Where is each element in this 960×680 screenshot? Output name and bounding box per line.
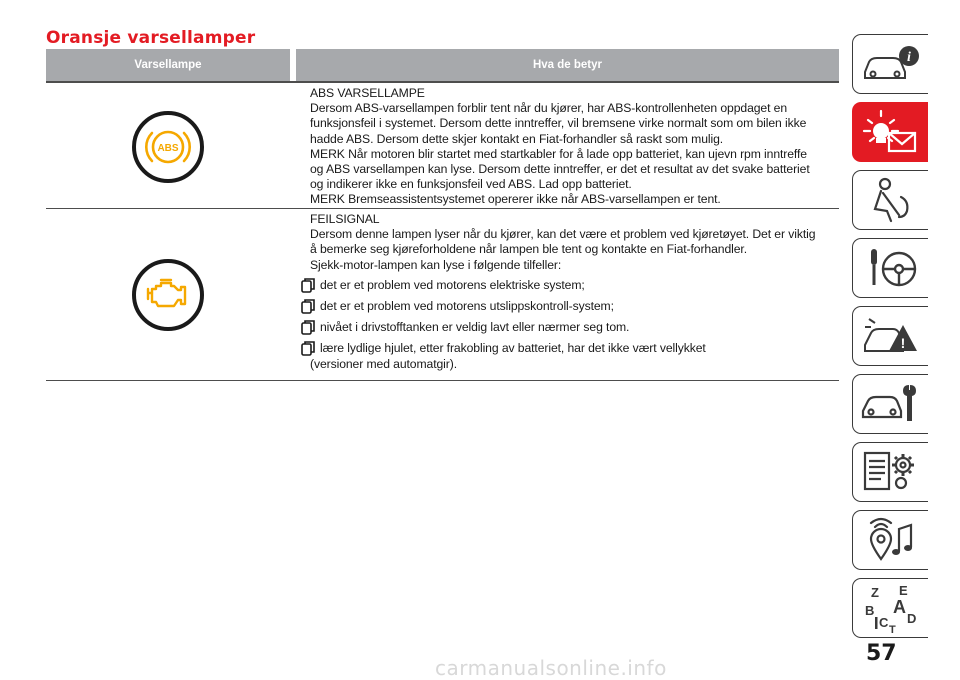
- bullet-box-icon: [301, 341, 315, 357]
- seat-airbag-icon[interactable]: [852, 170, 928, 230]
- index-letter: B: [864, 603, 874, 618]
- index-letter: A: [892, 597, 906, 617]
- meaning-cell: [310, 212, 838, 372]
- text-line: å bemerke seg kjøreforholdene når lampen ble tent og kontakte en Fiat-forhandler.: [310, 242, 748, 257]
- column-header-meaning: Hva de betyr: [296, 49, 839, 81]
- text-line: hadde ABS. Dersom dette skjer kontakt en Fiat-forhandler så raskt som mulig.: [310, 131, 724, 146]
- svg-text:!: !: [900, 335, 905, 351]
- text-line: Dersom denne lampen lyser når du kjører, kan det være et problem ved kjøretøyet. Det er viktig: [310, 227, 816, 242]
- table-header: [46, 49, 839, 81]
- alphabetical-index-icon[interactable]: [852, 578, 928, 638]
- car-maintenance-wrench-icon[interactable]: [852, 374, 928, 434]
- watermark-text: carmanualsonline.info: [435, 656, 667, 680]
- list-item: [310, 278, 838, 294]
- engine-lamp-graphic: [143, 275, 193, 315]
- bullet-box-icon: [301, 320, 315, 336]
- text-line: og ABS varsellampen kan lyse. Dersom dette inntreffer, er det et resultat av det svake batteriet: [310, 162, 810, 177]
- index-letter: Z: [870, 585, 879, 600]
- bullet-text: lære lydlige hjulet, etter frakobling av batteriet, har det ikke vært vellykket: [320, 340, 706, 355]
- index-letter: T: [888, 624, 896, 635]
- text-line: ABS VARSELLAMPE: [310, 86, 425, 100]
- bullet-text: det er et problem ved motorens utslippskontroll-system;: [320, 298, 614, 313]
- engine-malfunction-icon: [132, 259, 204, 331]
- index-letter: D: [906, 611, 916, 626]
- multimedia-navigation-icon[interactable]: [852, 510, 928, 570]
- text-line: FEILSIGNAL: [310, 212, 380, 226]
- lamp-cell: [46, 111, 290, 183]
- warning-light-message-icon[interactable]: [852, 102, 928, 162]
- row-divider: [46, 380, 839, 381]
- bullet-text: nivået i drivstofftanken er veldig lavt eller nærmer seg tom.: [320, 319, 630, 334]
- abs-warning-icon: [132, 111, 204, 183]
- text-line: MERK Bremseassistentsystemet opererer ikke når ABS-varsellampen er tent.: [310, 192, 721, 207]
- text-line: (versioner med automatgir).: [310, 356, 457, 371]
- table-row: [46, 209, 839, 380]
- abs-lamp-label: ABS: [157, 143, 179, 154]
- list-item: [310, 341, 838, 357]
- meaning-cell: [310, 86, 838, 208]
- list-item: [310, 299, 838, 315]
- bullet-text: det er et problem ved motorens elektriske system;: [320, 277, 585, 292]
- abs-lamp-graphic: [139, 118, 197, 176]
- page-number: 57: [866, 641, 897, 666]
- bullet-box-icon: [301, 278, 315, 294]
- section-title: Oransje varsellamper: [46, 28, 256, 48]
- bullet-box-icon: [301, 299, 315, 315]
- lamp-cell: [46, 259, 290, 331]
- car-accident-warning-icon[interactable]: [852, 306, 928, 366]
- list-item: [310, 320, 838, 336]
- svg-text:i: i: [906, 50, 911, 65]
- text-line: Dersom ABS-varsellampen forblir tent når du kjører, har ABS-kontrollenheten oppdaget en: [310, 101, 788, 116]
- index-letter: C: [878, 615, 888, 630]
- column-header-lamp: Varsellampe: [46, 49, 290, 81]
- key-steering-wheel-icon[interactable]: [852, 238, 928, 298]
- text-line: funksjonsfeil i systemet. Dersom dette inntreffer, vil bremsene virke normalt som om bilen ikke: [310, 116, 807, 131]
- specifications-gears-icon[interactable]: [852, 442, 928, 502]
- text-line: Sjekk-motor-lampen kan lyse i følgende tilfeller:: [310, 257, 562, 272]
- text-line: MERK Når motoren blir startet med startkabler for å lade opp batteriet, kan ujevn rpm inntreffe: [310, 146, 807, 161]
- index-letter: E: [898, 583, 908, 598]
- table-row: [46, 83, 839, 208]
- text-line: og indikerer ikke en funksjonsfeil ved ABS. Lad opp batteriet.: [310, 177, 632, 192]
- car-info-icon[interactable]: [852, 34, 928, 94]
